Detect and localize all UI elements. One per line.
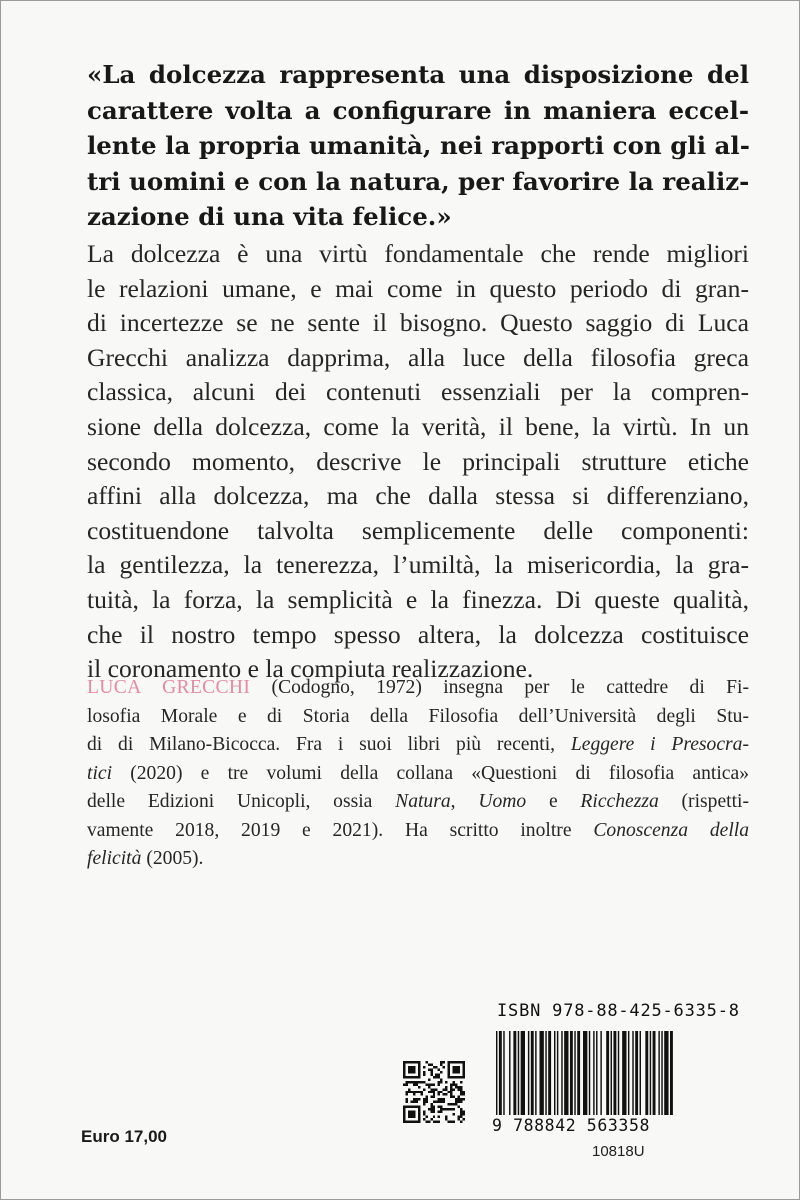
quote-line: tri uomini e con la natura, per favorire la realiz-	[87, 166, 750, 196]
bio-line	[87, 845, 749, 874]
bio-line	[87, 731, 749, 760]
barcode-icon	[496, 1031, 732, 1115]
book-title: felicità	[87, 848, 142, 869]
description-line: tuità, la forza, la semplicità e la finezza. Di queste qualità,	[87, 584, 749, 614]
qr-code-icon	[403, 1061, 465, 1123]
bio-text: (rispetti-	[658, 791, 749, 812]
description-line: il coronamento e la compiuta realizzazione.	[87, 654, 534, 684]
author-bio	[87, 674, 749, 874]
product-code: 10818U	[592, 1143, 645, 1160]
description-line: sione della dolcezza, come la verità, il bene, la virtù. In un	[87, 411, 749, 441]
bio-text: (2005).	[141, 848, 204, 869]
description-line: classica, alcuni dei contenuti essenziali per la compren-	[87, 377, 749, 407]
description-line: che il nostro tempo spesso altera, la dolcezza costituisce	[87, 619, 749, 649]
bio-line	[87, 788, 749, 817]
book-title: Leggere i Presocra-	[570, 734, 749, 755]
quote-line: carattere volta a configurare in maniera eccel-	[87, 95, 749, 125]
book-title: Conoscenza della	[593, 819, 750, 841]
bio-text: di di Milano-Bicocca. Fra i suoi libri più recenti,	[87, 734, 571, 755]
description-line: affini alla dolcezza, ma che dalla stessa si differenziano,	[87, 481, 749, 511]
book-title: Natura	[395, 791, 451, 812]
description-line: le relazioni umane, e mai come in questo periodo di gran-	[87, 273, 749, 303]
quote-line: lente la propria umanità, nei rapporti con gli al-	[87, 131, 750, 160]
author-name: LUCA GRECCHI	[87, 677, 251, 698]
description-line: La dolcezza è una virtù fondamentale che rende migliori	[87, 239, 749, 268]
book-title: Uomo	[478, 791, 527, 812]
bio-line	[87, 760, 749, 789]
quote-line: zazione di una vita felice.»	[87, 202, 452, 231]
bio-line	[87, 817, 749, 846]
bio-text: (Codogno, 1972) insegna per le cattedre di Fi-	[250, 677, 749, 698]
description-line: Grecchi analizza dapprima, alla luce della filosofia greca	[87, 342, 749, 372]
book-title: tici	[87, 762, 113, 784]
isbn-label: ISBN 978-88-425-6335-8	[497, 1001, 740, 1021]
bio-text: (2020) e tre volumi della collana «Questioni di filosofia antica»	[112, 762, 749, 784]
bio-text: e	[526, 791, 581, 812]
description-line: la gentilezza, la tenerezza, l’umiltà, la misericordia, la gra-	[87, 550, 749, 580]
bio-line: losofia Morale e di Storia della Filosofia dell’Università degli Stu-	[87, 705, 749, 727]
bio-text: vamente 2018, 2019 e 2021). Ha scritto inoltre	[87, 819, 594, 841]
book-title: Ricchezza	[580, 791, 659, 812]
description-line: costituendone talvolta semplicemente delle componenti:	[87, 515, 749, 545]
barcode-digits: 9 788842 563358	[492, 1116, 651, 1135]
price: Euro 17,00	[81, 1127, 167, 1146]
book-description	[87, 237, 749, 687]
quote-line: «La dolcezza rappresenta una disposizione del	[87, 60, 749, 89]
description-line: di incertezze se ne sente il bisogno. Questo saggio di Luca	[87, 308, 749, 338]
bio-line	[87, 674, 749, 703]
bio-text: delle Edizioni Unicopli, ossia	[87, 791, 396, 812]
description-line: secondo momento, descrive le principali strutture etiche	[87, 446, 749, 476]
bio-text: ,	[450, 791, 479, 812]
pull-quote	[87, 57, 749, 235]
